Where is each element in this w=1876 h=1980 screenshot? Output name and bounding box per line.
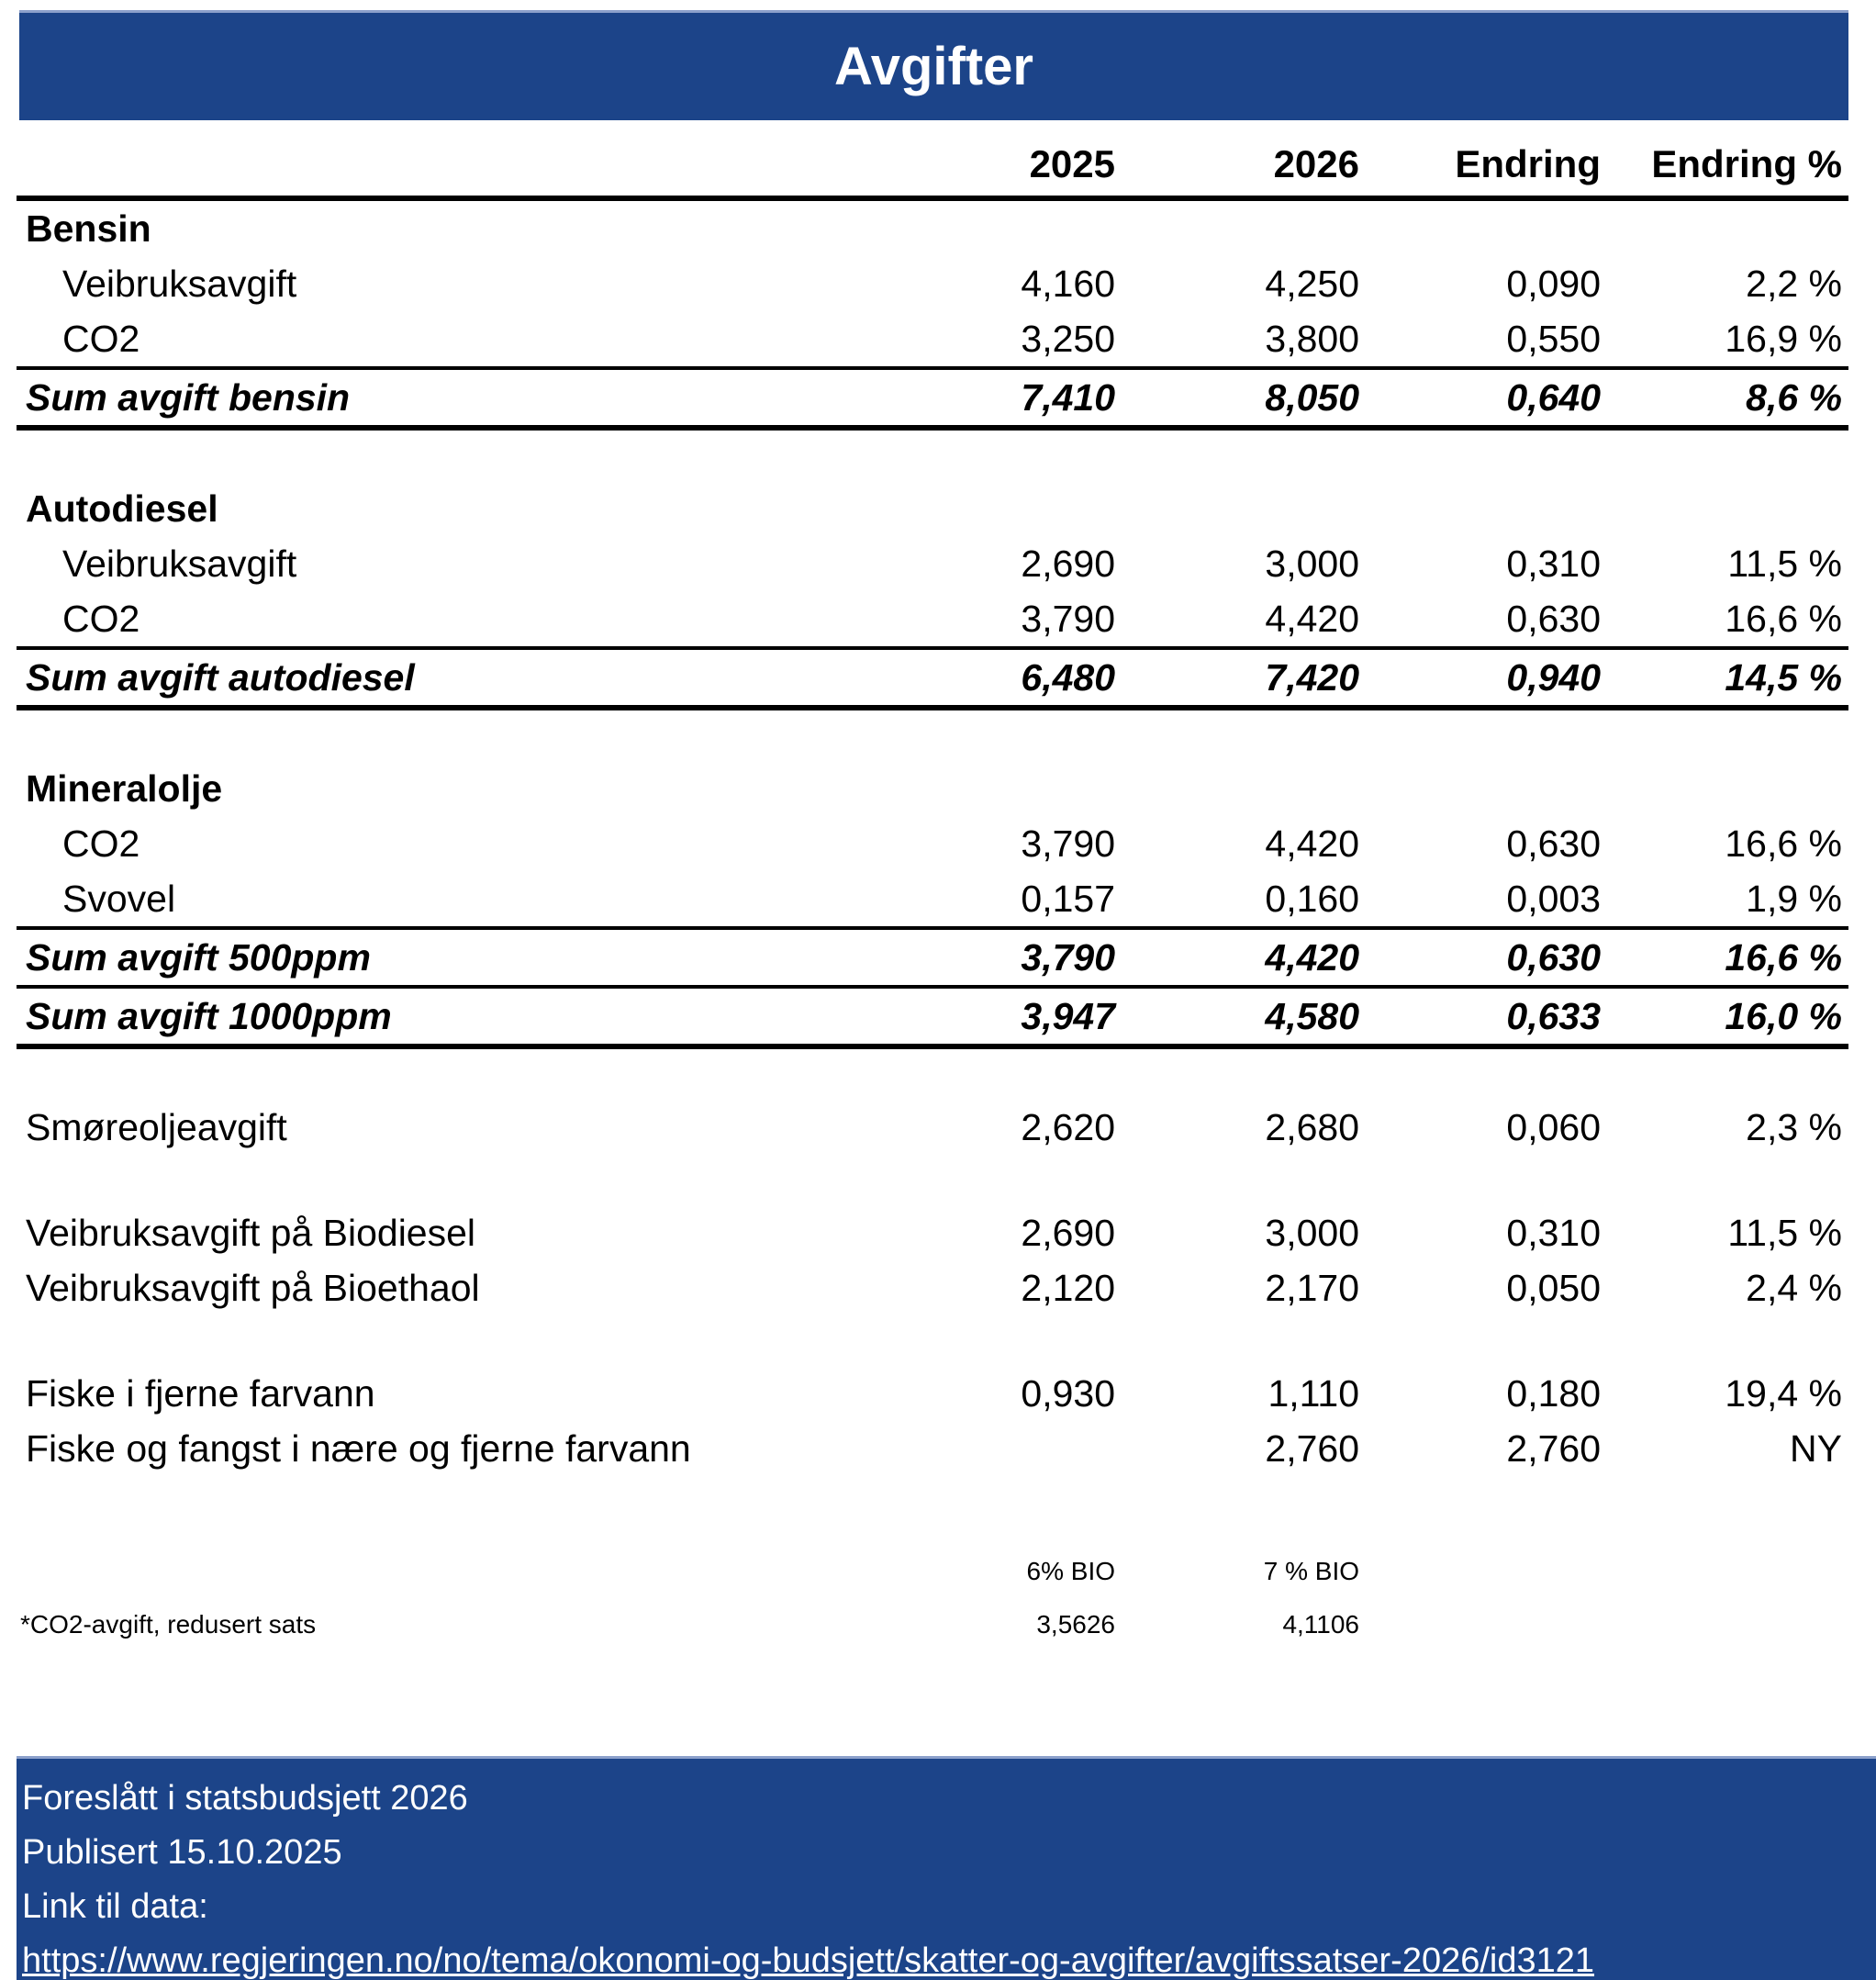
blank-row	[17, 1315, 1848, 1366]
row-value: 16,6 %	[1725, 822, 1842, 865]
title-banner	[19, 10, 1848, 120]
row-value: 3,250	[1021, 317, 1115, 360]
row-value: 2,680	[1265, 1105, 1359, 1148]
blank-row	[17, 1049, 1848, 1100]
row-value: 2,760	[1506, 1426, 1601, 1470]
row-value: 0,630	[1506, 935, 1601, 979]
row-value: 0,940	[1506, 655, 1601, 699]
row-value: 1,9 %	[1746, 877, 1842, 920]
row-value: 1,110	[1267, 1371, 1359, 1415]
row-value: 8,050	[1265, 375, 1359, 419]
row-value: 2,120	[1021, 1266, 1115, 1309]
row-label: Sum avgift autodiesel	[26, 655, 415, 699]
row-label: CO2	[62, 317, 140, 360]
row-value: 3,000	[1265, 542, 1359, 585]
row-value: 14,5 %	[1725, 655, 1842, 699]
row-value: 6,480	[1021, 655, 1115, 699]
row-value: 4,1106	[1282, 1610, 1359, 1639]
row-value: 19,4 %	[1725, 1371, 1842, 1415]
row-value: 3,790	[1021, 822, 1115, 865]
table-header-row	[17, 120, 1848, 201]
column-header-endring: Endring	[1455, 142, 1601, 185]
row-value: 16,0 %	[1725, 994, 1842, 1037]
row-label: Veibruksavgift på Bioethaol	[26, 1266, 480, 1309]
table-row	[17, 1205, 1848, 1260]
row-value: 3,800	[1265, 317, 1359, 360]
table-row	[17, 311, 1848, 366]
row-label: Veibruksavgift på Biodiesel	[26, 1211, 476, 1254]
row-value: 0,310	[1506, 542, 1601, 585]
row-value: 2,170	[1265, 1266, 1359, 1309]
row-value: 0,550	[1506, 317, 1601, 360]
row-value: 0,160	[1265, 877, 1359, 920]
table-row	[17, 591, 1848, 646]
blank-row	[17, 710, 1848, 761]
bio-2026-note: 7 % BIO	[1263, 1557, 1359, 1585]
row-value: 11,5 %	[1727, 1211, 1842, 1254]
row-value: 0,640	[1506, 375, 1601, 419]
row-value: 4,580	[1265, 994, 1359, 1037]
row-value: 16,6 %	[1725, 597, 1842, 640]
notes-section	[17, 1545, 1848, 1651]
row-label: Sum avgift 500ppm	[26, 935, 371, 979]
row-label: Mineralolje	[26, 766, 223, 810]
footer-title: Foreslått i statsbudsjett 2026	[22, 1779, 468, 1818]
footer-link-label: Link til data:	[22, 1887, 208, 1926]
table-row	[17, 1421, 1848, 1476]
row-value: 4,250	[1265, 262, 1359, 305]
table-row	[17, 985, 1848, 1049]
row-value: 2,2 %	[1746, 262, 1842, 305]
row-value: 2,760	[1265, 1426, 1359, 1470]
row-label: Smøreoljeavgift	[26, 1105, 287, 1148]
row-value: 7,420	[1265, 655, 1359, 699]
row-value: 4,420	[1265, 597, 1359, 640]
blank-row	[17, 1155, 1848, 1205]
row-value: 2,620	[1021, 1105, 1115, 1148]
table-row	[17, 201, 1848, 256]
page-title: Avgifter	[834, 37, 1033, 96]
row-label: Fiske i fjerne farvann	[26, 1371, 375, 1415]
row-value: 0,630	[1506, 822, 1601, 865]
bio-note-row	[17, 1545, 1848, 1598]
row-value: 0,930	[1021, 1371, 1115, 1415]
column-header-endring-pct: Endring %	[1651, 142, 1842, 185]
row-value: 3,947	[1021, 994, 1115, 1037]
bio-2025-note: 6% BIO	[1026, 1557, 1115, 1585]
data-source-link[interactable]: https://www.regjeringen.no/no/tema/okonomi-og-budsjett/skatter-og-avgifter/avgiftssatser-2026/id3121	[22, 1941, 1595, 1980]
row-value: 4,420	[1265, 822, 1359, 865]
row-value: 2,4 %	[1746, 1266, 1842, 1309]
table-row	[17, 761, 1848, 816]
row-value: 0,633	[1506, 994, 1601, 1037]
table-row	[17, 646, 1848, 710]
row-value: NY	[1790, 1426, 1842, 1470]
row-value: 0,630	[1506, 597, 1601, 640]
row-value: 3,790	[1021, 597, 1115, 640]
table-body	[17, 201, 1848, 1476]
row-value: 4,420	[1265, 935, 1359, 979]
row-value: 0,310	[1506, 1211, 1601, 1254]
column-header-2026: 2026	[1273, 142, 1359, 185]
header-empty-cell	[17, 186, 913, 196]
row-value: 0,060	[1506, 1105, 1601, 1148]
table-row	[17, 536, 1848, 591]
row-value: 3,790	[1021, 935, 1115, 979]
table-row	[17, 926, 1848, 985]
row-label: Autodiesel	[26, 487, 218, 530]
row-value: 11,5 %	[1727, 542, 1842, 585]
row-value: 3,000	[1265, 1211, 1359, 1254]
column-header-2025: 2025	[1029, 142, 1115, 185]
row-value: 0,050	[1506, 1266, 1601, 1309]
row-value: 7,410	[1021, 375, 1115, 419]
table-row	[17, 481, 1848, 536]
co2-reduced-note-row	[17, 1598, 1848, 1651]
row-value: 16,6 %	[1725, 935, 1842, 979]
footer-banner	[17, 1756, 1876, 1980]
table-row	[17, 1366, 1848, 1421]
row-value: 0,003	[1506, 877, 1601, 920]
row-label: *CO2-avgift, redusert sats	[20, 1610, 317, 1639]
row-label: Svovel	[62, 877, 176, 920]
row-label: Bensin	[26, 207, 151, 250]
table-row	[17, 366, 1848, 431]
row-label: Sum avgift bensin	[26, 375, 351, 419]
tax-table	[17, 120, 1848, 1476]
blank-row	[17, 431, 1848, 481]
table-row	[17, 1260, 1848, 1315]
table-row	[17, 871, 1848, 926]
table-row	[17, 816, 1848, 871]
row-label: Fiske og fangst i nære og fjerne farvann	[26, 1426, 691, 1470]
row-value: 16,9 %	[1725, 317, 1842, 360]
row-value: 2,690	[1021, 542, 1115, 585]
row-label: Veibruksavgift	[62, 262, 297, 305]
row-value: 0,090	[1506, 262, 1601, 305]
row-value: 0,157	[1021, 877, 1115, 920]
row-value: 2,690	[1021, 1211, 1115, 1254]
table-row	[17, 256, 1848, 311]
row-label: Sum avgift 1000ppm	[26, 994, 392, 1037]
row-value: 2,3 %	[1746, 1105, 1842, 1148]
row-value: 3,5626	[1036, 1610, 1115, 1639]
row-value: 4,160	[1021, 262, 1115, 305]
footer-published-date: Publisert 15.10.2025	[22, 1833, 342, 1872]
row-value: 8,6 %	[1746, 375, 1842, 419]
row-label: Veibruksavgift	[62, 542, 297, 585]
row-label: CO2	[62, 597, 140, 640]
row-label: CO2	[62, 822, 140, 865]
table-row	[17, 1100, 1848, 1155]
row-value: 0,180	[1506, 1371, 1601, 1415]
